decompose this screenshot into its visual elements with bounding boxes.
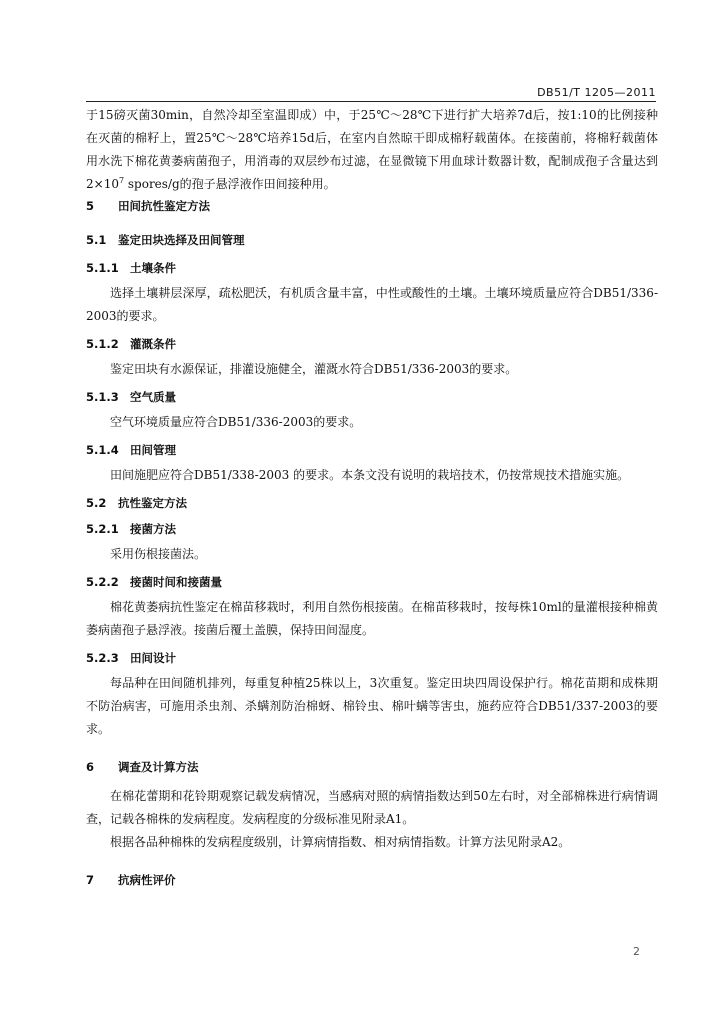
- section-title: 土壤条件: [130, 261, 176, 275]
- section-title: 抗病性评价: [118, 873, 176, 887]
- standard-code: DB51/T 1205—2011: [537, 86, 656, 99]
- section-title: 田间抗性鉴定方法: [118, 199, 210, 213]
- section-5-1-heading: [86, 230, 658, 250]
- section-number: 5.2: [86, 496, 107, 510]
- section-number: 5.2.2: [86, 575, 119, 589]
- section-5-2-1-heading: [86, 519, 658, 539]
- section-number: 5.1.4: [86, 443, 119, 457]
- section-title: 空气质量: [130, 390, 176, 404]
- section-5-1-2-text: 鉴定田块有水源保证，排灌设施健全，灌溉水符合DB51/336-2003的要求。: [110, 362, 518, 376]
- section-5-2-3-heading: [86, 648, 658, 668]
- section-5-1-4-heading: [86, 440, 658, 460]
- section-7-heading: [86, 870, 658, 890]
- section-number: 5.2.1: [86, 522, 119, 536]
- section-5-1-4-text: 田间施肥应符合DB51/338-2003 的要求。本条文没有说明的栽培技术，仍按常规技术措施实施。: [110, 468, 630, 482]
- section-number: 5.1: [86, 233, 107, 247]
- section-5-1-1-text: 选择土壤耕层深厚，疏松肥沃，有机质含量丰富，中性或酸性的土壤。土壤环境质量应符合DB51/336-2003的要求。: [86, 286, 658, 323]
- section-5-2-2-heading: [86, 572, 658, 592]
- section-6-text-1: 在棉花蕾期和花铃期观察记载发病情况，当感病对照的病情指数达到50左右时，对全部棉株进行病情调查，记载各棉株的发病程度。发病程度的分级标准见附录A1。: [86, 789, 658, 826]
- section-6-heading: [86, 757, 658, 777]
- section-5-heading: [86, 196, 658, 216]
- paragraph-text-end: spores/g的孢子悬浮液作田间接种用。: [124, 177, 336, 191]
- header-rule: [86, 101, 656, 102]
- section-title: 田间管理: [130, 443, 176, 457]
- section-number: 6: [86, 760, 95, 774]
- section-5-1-3-heading: [86, 387, 658, 407]
- superscript-exponent: 7: [118, 176, 125, 185]
- section-number: 7: [86, 873, 95, 887]
- section-title: 田间设计: [130, 651, 176, 665]
- section-5-1-2-heading: [86, 334, 658, 354]
- section-number: 5.1.2: [86, 337, 119, 351]
- section-5-2-heading: [86, 493, 658, 513]
- section-number: 5.1.3: [86, 390, 119, 404]
- section-number: 5: [86, 199, 95, 213]
- section-title: 灌溉条件: [130, 337, 176, 351]
- document-body: [86, 104, 658, 890]
- section-6-text-2: 根据各品种棉株的发病程度级别，计算病情指数、相对病情指数。计算方法见附录A2。: [110, 835, 571, 849]
- section-5-2-1-text: 采用伤根接菌法。: [110, 547, 207, 561]
- page-number: 2: [633, 945, 640, 958]
- section-5-1-3-text: 空气环境质量应符合DB51/336-2003的要求。: [110, 415, 362, 429]
- section-5-2-3-text: 每品种在田间随机排列，每重复种植25株以上，3次重复。鉴定田块四周设保护行。棉花苗期和成株期不防治病害，可施用杀虫剂、杀螨剂防治棉蚜、棉铃虫、棉叶螨等害虫，施药应符合DB51/337-2003的要求。: [86, 676, 658, 736]
- paragraph-text: 于15磅灭菌30min，自然冷却至室温即成）中，于25℃～28℃下进行扩大培养7d后，按1:10的比例接种在灭菌的棉籽上，置25℃～28℃培养15d后，在室内自然晾干即成棉籽载菌体。在接菌前，将棉籽载菌体用水洗下棉花黄萎病菌孢子，用消毒的双层纱布过滤，在显微镜下用血球计数器计数，配制成孢子含量达到2×10: [86, 108, 658, 191]
- section-title: 接菌时间和接菌量: [130, 575, 222, 589]
- section-5-2-2-text: 棉花黄萎病抗性鉴定在棉苗移栽时，利用自然伤根接菌。在棉苗移栽时，按每株10ml的量灌根接种棉黄萎病菌孢子悬浮液。接菌后覆土盖膜，保持田间湿度。: [86, 600, 658, 637]
- section-title: 抗性鉴定方法: [118, 496, 187, 510]
- section-title: 接菌方法: [130, 522, 176, 536]
- section-title: 鉴定田块选择及田间管理: [118, 233, 245, 247]
- section-number: 5.2.3: [86, 651, 119, 665]
- continued-paragraph: [86, 104, 658, 190]
- section-5-1-1-heading: [86, 258, 658, 278]
- section-number: 5.1.1: [86, 261, 119, 275]
- section-title: 调查及计算方法: [118, 760, 199, 774]
